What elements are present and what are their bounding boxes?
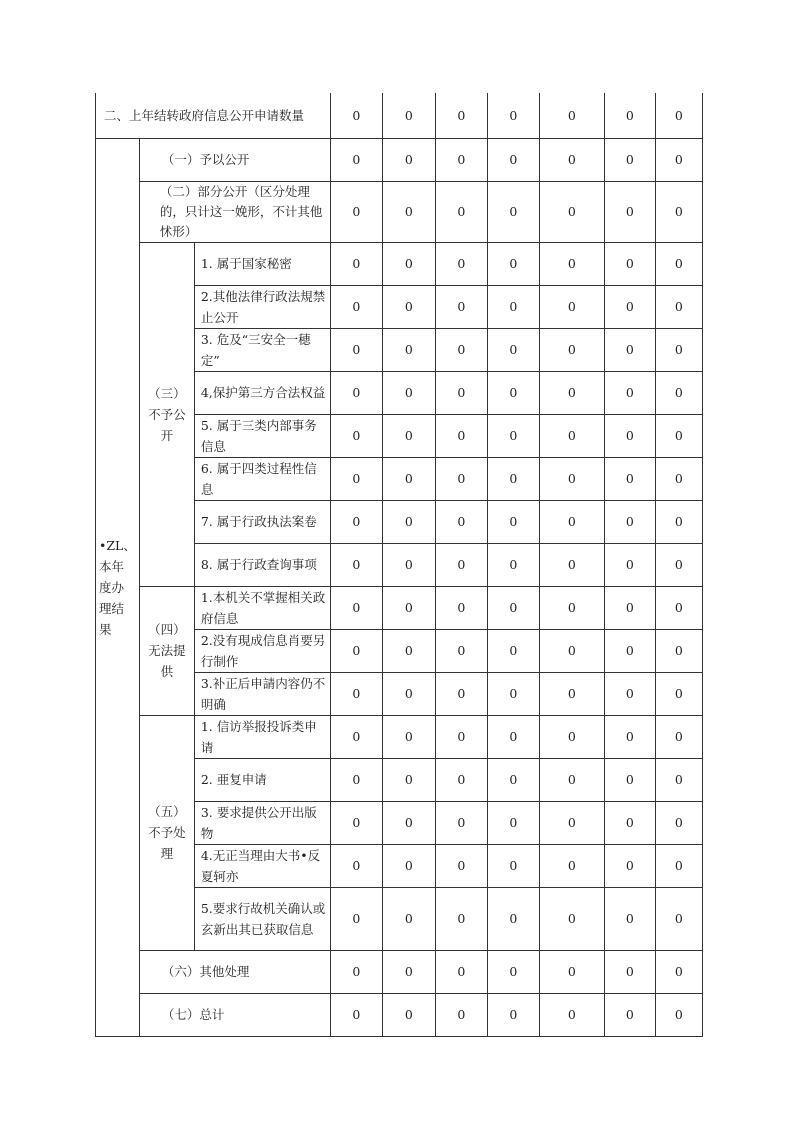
value-cell: 0 <box>604 758 655 801</box>
value-cell: 0 <box>382 758 435 801</box>
value-cell: 0 <box>604 138 655 181</box>
value-cell: 0 <box>539 993 604 1036</box>
item-label: 8. 属于行政查询事项 <box>194 543 330 586</box>
partial-row <box>96 181 703 242</box>
disclose-row <box>96 138 703 181</box>
value-cell: 0 <box>382 715 435 758</box>
unable-row <box>96 586 703 629</box>
other-row <box>96 950 703 993</box>
value-cell: 0 <box>330 801 382 844</box>
value-cell: 0 <box>655 457 702 500</box>
value-cell: 0 <box>382 285 435 328</box>
value-cell: 0 <box>330 586 382 629</box>
value-cell: 0 <box>487 371 539 414</box>
item-label: 3. 要求提供公开出版物 <box>194 801 330 844</box>
item-label: 5.要求行故机关确认或玄新出其已获取信息 <box>194 887 330 950</box>
item-label: 1. 属于国家秘密 <box>194 242 330 285</box>
value-cell: 0 <box>539 181 604 242</box>
value-cell: 0 <box>382 242 435 285</box>
value-cell: 0 <box>330 414 382 457</box>
value-cell: 0 <box>435 844 487 887</box>
value-cell: 0 <box>539 242 604 285</box>
value-cell: 0 <box>435 801 487 844</box>
value-cell: 0 <box>435 242 487 285</box>
item-label: 3.补正后申請内容仍不明确 <box>194 672 330 715</box>
value-cell: 0 <box>487 138 539 181</box>
value-cell: 0 <box>435 629 487 672</box>
value-cell: 0 <box>435 138 487 181</box>
value-cell: 0 <box>655 801 702 844</box>
value-cell: 0 <box>655 950 702 993</box>
value-cell: 0 <box>382 844 435 887</box>
value-cell: 0 <box>487 414 539 457</box>
value-cell: 0 <box>435 500 487 543</box>
total-row <box>96 993 703 1036</box>
value-cell: 0 <box>382 328 435 371</box>
value-cell: 0 <box>330 950 382 993</box>
value-cell: 0 <box>330 181 382 242</box>
item-label: 2. 亜复申请 <box>194 758 330 801</box>
item-label: 2.没有現成信息肖要另行制作 <box>194 629 330 672</box>
value-cell: 0 <box>487 242 539 285</box>
value-cell: 0 <box>539 758 604 801</box>
value-cell: 0 <box>330 543 382 586</box>
value-cell: 0 <box>330 371 382 414</box>
value-cell: 0 <box>539 328 604 371</box>
value-cell: 0 <box>435 181 487 242</box>
value-cell: 0 <box>539 629 604 672</box>
value-cell: 0 <box>435 371 487 414</box>
value-cell: 0 <box>382 887 435 950</box>
value-cell: 0 <box>539 950 604 993</box>
item-label: 5. 属于三类内部事务信息 <box>194 414 330 457</box>
disclose-label: （一）予以公开 <box>139 138 330 181</box>
item-label: 7. 属于行政执法案卷 <box>194 500 330 543</box>
value-cell: 0 <box>487 758 539 801</box>
value-cell: 0 <box>487 993 539 1036</box>
value-cell: 0 <box>539 801 604 844</box>
value-cell: 0 <box>655 328 702 371</box>
not-disclose-row <box>96 242 703 285</box>
value-cell: 0 <box>539 457 604 500</box>
value-cell: 0 <box>330 285 382 328</box>
value-cell: 0 <box>330 138 382 181</box>
value-cell: 0 <box>604 285 655 328</box>
partial-label: （二）部分公开（区分处理的，只计这一娩形，不计其他怵形） <box>139 181 330 242</box>
value-cell: 0 <box>382 500 435 543</box>
value-cell: 0 <box>539 414 604 457</box>
value-cell: 0 <box>330 758 382 801</box>
item-label: 6. 属于四类过程性信息 <box>194 457 330 500</box>
carried-over-row <box>96 93 703 138</box>
value-cell: 0 <box>330 328 382 371</box>
item-label: 2.其他法律行政法規禁止公开 <box>194 285 330 328</box>
value-cell: 0 <box>539 138 604 181</box>
value-cell: 0 <box>435 672 487 715</box>
value-cell: 0 <box>539 672 604 715</box>
value-cell: 0 <box>487 844 539 887</box>
results-label: •ZL、本年度办理结果 <box>96 138 140 1036</box>
value-cell: 0 <box>604 950 655 993</box>
value-cell: 0 <box>382 543 435 586</box>
value-cell: 0 <box>487 500 539 543</box>
not-process-row <box>96 715 703 758</box>
value-cell: 0 <box>435 285 487 328</box>
item-label: 4,保护第三方合法权益 <box>194 371 330 414</box>
value-cell: 0 <box>487 950 539 993</box>
value-cell: 0 <box>539 500 604 543</box>
value-cell: 0 <box>435 93 487 138</box>
value-cell: 0 <box>655 993 702 1036</box>
value-cell: 0 <box>487 715 539 758</box>
value-cell: 0 <box>382 93 435 138</box>
value-cell: 0 <box>604 715 655 758</box>
value-cell: 0 <box>487 285 539 328</box>
item-label: 1. 信访举报投诉类申请 <box>194 715 330 758</box>
value-cell: 0 <box>382 457 435 500</box>
value-cell: 0 <box>487 801 539 844</box>
value-cell: 0 <box>382 672 435 715</box>
value-cell: 0 <box>487 586 539 629</box>
value-cell: 0 <box>435 543 487 586</box>
value-cell: 0 <box>487 457 539 500</box>
value-cell: 0 <box>382 414 435 457</box>
value-cell: 0 <box>604 629 655 672</box>
value-cell: 0 <box>655 138 702 181</box>
value-cell: 0 <box>330 629 382 672</box>
value-cell: 0 <box>604 328 655 371</box>
value-cell: 0 <box>604 414 655 457</box>
value-cell: 0 <box>539 285 604 328</box>
value-cell: 0 <box>435 457 487 500</box>
other-label: （六）其他处理 <box>139 950 330 993</box>
value-cell: 0 <box>604 543 655 586</box>
value-cell: 0 <box>655 543 702 586</box>
value-cell: 0 <box>330 844 382 887</box>
value-cell: 0 <box>382 371 435 414</box>
value-cell: 0 <box>604 500 655 543</box>
value-cell: 0 <box>487 629 539 672</box>
value-cell: 0 <box>487 93 539 138</box>
value-cell: 0 <box>604 586 655 629</box>
value-cell: 0 <box>655 715 702 758</box>
value-cell: 0 <box>382 138 435 181</box>
value-cell: 0 <box>330 242 382 285</box>
value-cell: 0 <box>382 181 435 242</box>
value-cell: 0 <box>382 586 435 629</box>
value-cell: 0 <box>487 328 539 371</box>
not-process-label: （五）不予处理 <box>139 715 194 950</box>
item-label: 4.无正当理由大书•反夏轲亦 <box>194 844 330 887</box>
value-cell: 0 <box>655 500 702 543</box>
value-cell: 0 <box>330 715 382 758</box>
total-label: （七）总计 <box>139 993 330 1036</box>
value-cell: 0 <box>655 887 702 950</box>
value-cell: 0 <box>604 672 655 715</box>
value-cell: 0 <box>604 93 655 138</box>
value-cell: 0 <box>655 586 702 629</box>
value-cell: 0 <box>382 950 435 993</box>
value-cell: 0 <box>435 715 487 758</box>
value-cell: 0 <box>655 285 702 328</box>
value-cell: 0 <box>330 887 382 950</box>
value-cell: 0 <box>655 371 702 414</box>
value-cell: 0 <box>539 887 604 950</box>
value-cell: 0 <box>655 672 702 715</box>
value-cell: 0 <box>435 586 487 629</box>
value-cell: 0 <box>655 414 702 457</box>
value-cell: 0 <box>604 181 655 242</box>
value-cell: 0 <box>539 371 604 414</box>
value-cell: 0 <box>604 993 655 1036</box>
value-cell: 0 <box>330 672 382 715</box>
value-cell: 0 <box>382 801 435 844</box>
value-cell: 0 <box>539 543 604 586</box>
value-cell: 0 <box>604 887 655 950</box>
value-cell: 0 <box>382 993 435 1036</box>
value-cell: 0 <box>487 887 539 950</box>
value-cell: 0 <box>487 672 539 715</box>
item-label: 3. 危及“三安全一穂定” <box>194 328 330 371</box>
value-cell: 0 <box>539 93 604 138</box>
value-cell: 0 <box>539 586 604 629</box>
statistics-table <box>95 93 703 1037</box>
value-cell: 0 <box>655 93 702 138</box>
value-cell: 0 <box>487 181 539 242</box>
value-cell: 0 <box>655 758 702 801</box>
value-cell: 0 <box>487 543 539 586</box>
value-cell: 0 <box>539 715 604 758</box>
value-cell: 0 <box>435 887 487 950</box>
value-cell: 0 <box>655 629 702 672</box>
value-cell: 0 <box>382 629 435 672</box>
value-cell: 0 <box>435 328 487 371</box>
unable-label: （四）无法提供 <box>139 586 194 715</box>
value-cell: 0 <box>330 457 382 500</box>
value-cell: 0 <box>435 950 487 993</box>
value-cell: 0 <box>604 844 655 887</box>
value-cell: 0 <box>604 242 655 285</box>
value-cell: 0 <box>604 801 655 844</box>
value-cell: 0 <box>655 181 702 242</box>
value-cell: 0 <box>604 457 655 500</box>
value-cell: 0 <box>330 993 382 1036</box>
value-cell: 0 <box>435 414 487 457</box>
value-cell: 0 <box>435 993 487 1036</box>
value-cell: 0 <box>435 758 487 801</box>
value-cell: 0 <box>330 500 382 543</box>
carried-over-label: 二、上年结转政府信息公开申请数量 <box>96 93 331 138</box>
value-cell: 0 <box>655 242 702 285</box>
value-cell: 0 <box>604 371 655 414</box>
value-cell: 0 <box>655 844 702 887</box>
value-cell: 0 <box>330 93 382 138</box>
not-disclose-label: （三）不予公开 <box>139 242 194 586</box>
item-label: 1.本机关不掌握相关政府信息 <box>194 586 330 629</box>
value-cell: 0 <box>539 844 604 887</box>
